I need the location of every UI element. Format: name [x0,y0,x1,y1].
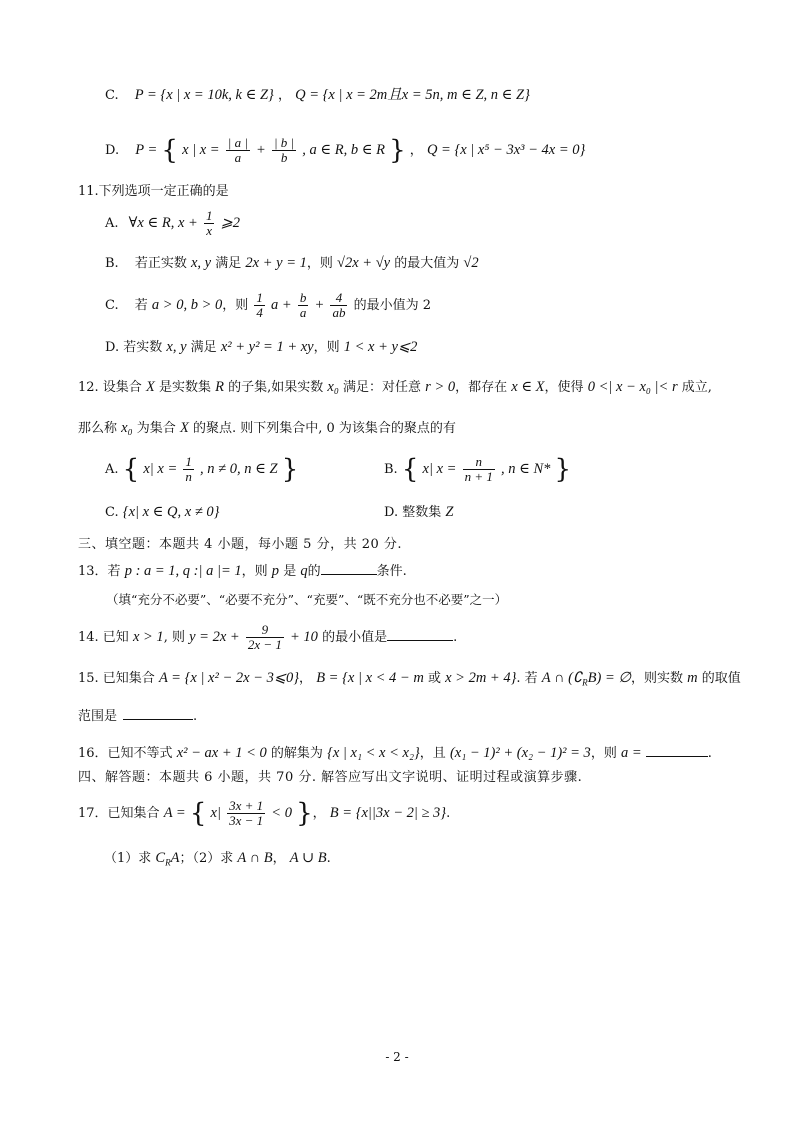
fraction-quarter: $\frac{1}{4}$ [256,290,263,320]
fraction-4-over-ab: $\frac{4}{ab}$ [332,290,346,320]
q14-stem: 14. 已知 x > 1, 则 y = 2x + $\frac{9}{2x - 1}$ + 10 的最小值是 . [78,622,458,652]
option-label: C. [105,88,119,103]
q17-parts: （1）求 $C_RA$；（2）求 A ∩ B， A ∪ B. [104,850,331,868]
q11-option-c: C. 若 a > 0, b > 0，则 $\frac{1}{4}$ a + $\frac{b}{a}$ + $\frac{4}{ab}$ 的最小值为 2 [105,290,431,320]
q15-stem-line2: 范围是 . [78,705,197,727]
answer-blank [321,560,377,575]
right-brace: } [281,454,299,485]
left-brace: { [122,454,140,485]
q12-option-c: C. {x| x ∈ Q, x ≠ 0} [105,504,220,520]
q16-stem: 16．已知不等式 x² − ax + 1 < 0 的解集为 {x | x₁ < x < x₂}，且 (x₁ − 1)² + (x₂ − 1)² = 3，则 a = . [78,742,712,764]
fraction-one-over-x: $\frac{1}{x}$ [205,208,213,238]
q17-stem: 17．已知集合 A = { x| $\frac{3x + 1}{3x - 1}$ < 0 }， B = {x||3x − 2| ≥ 3}. [78,798,451,829]
right-brace: } [554,454,572,485]
fraction-abs-b: $\frac{| b |}{b}$ [273,135,295,165]
answer-blank [646,742,708,757]
page-number: - 2 - [385,1050,409,1064]
separator: ， [409,143,423,158]
set-q: Q = {x | x⁵ − 3x³ − 4x = 0} [426,142,586,158]
q11-option-b: B. 若正实数 x, y 满足 2x + y = 1，则 √2x + √y 的最大值为 √2 [105,255,479,271]
separator: ， [277,88,291,103]
q10-option-c [105,85,530,106]
q12-option-d: D. 整数集 Z [384,504,454,520]
q12-stem-line2: 那么称 x₀ 为集合 X 的聚点. 则下列集合中, 0 为该集合的聚点的有 [78,420,456,436]
q11-stem: 11.下列选项一定正确的是 [78,184,229,199]
q13-hint: （填“充分不必要”、“必要不充分”、“充要”、“既不充分也不必要”之一） [106,592,508,607]
fraction-9-over-2x-minus-1: $\frac{9}{2x - 1}$ [247,622,282,652]
answer-blank [123,705,193,720]
set-p-var: x | x = [182,142,220,158]
q11-option-a: A. ∀x ∈ R, x + $\frac{1}{x}$ ⩾2 [105,208,240,238]
left-brace: { [189,798,207,829]
right-brace: } [389,135,406,166]
q13-stem: 13．若 p : a = 1, q :| a |= 1，则 p 是 q的 条件. [78,560,407,582]
answer-blank [387,626,453,641]
q12-stem-line1: 12. 设集合 X 是实数集 R 的子集,如果实数 x₀ 满足：对任意 r > 0，都存在 x ∈ X，使得 0 <| x − x₀ |< r 成立, [78,379,712,395]
set-p-lhs: P = [135,142,158,158]
left-brace: { [401,454,419,485]
fraction-one-over-n: $\frac{1}{n}$ [185,454,192,484]
q12-option-b: B. { x| x = $\frac{n}{n + 1}$ , n ∈ N* } [384,454,572,485]
q12-option-a: A. { x| x = $\frac{1}{n}$ , n ≠ 0, n ∈ Z } [105,454,299,485]
section-heading-solutions: 四、解答题：本题共 6 小题，共 70 分. 解答应写出文字说明、证明过程或演算步骤. [78,770,583,785]
section-heading-fill-in: 三、填空题：本题共 4 小题，每小题 5 分，共 20 分. [78,537,403,552]
right-brace: } [296,798,313,829]
fraction-n-over-n-plus-1: $\frac{n}{n + 1}$ [464,454,493,484]
fraction-abs-a: $\frac{| a |}{a}$ [227,135,248,165]
q11-option-d: D. 若实数 x, y 满足 x² + y² = 1 + xy，则 1 < x + y⩽2 [105,339,418,355]
q10-option-d: D. P = { x | x = $\frac{| a |}{a}$ + $\frac{| b |}{b}$ , a ∈ R, b ∈ R } ， Q = {x | x⁵ − 3x³ − 4x = 0} [105,135,586,166]
fraction-3x-plus-1-over-3x-minus-1: $\frac{3x + 1}{3x - 1}$ [229,798,264,828]
set-p-tail: , a ∈ R, b ∈ R [302,142,385,158]
left-brace: { [161,135,178,166]
option-label: D. [105,143,120,158]
set-q: Q = {x | x = 2m且x = 5n, m ∈ Z, n ∈ Z} [295,87,530,103]
fraction-b-over-a: $\frac{b}{a}$ [299,290,307,320]
set-p: P = {x | x = 10k, k ∈ Z} [134,87,274,103]
q15-stem-line1: 15. 已知集合 A = {x | x² − 2x − 3⩽0}， B = {x | x < 4 − m 或 x > 2m + 4}. 若 A ∩ $(∁_RB)$ = ∅，则实数 m 的取值 [78,670,741,688]
